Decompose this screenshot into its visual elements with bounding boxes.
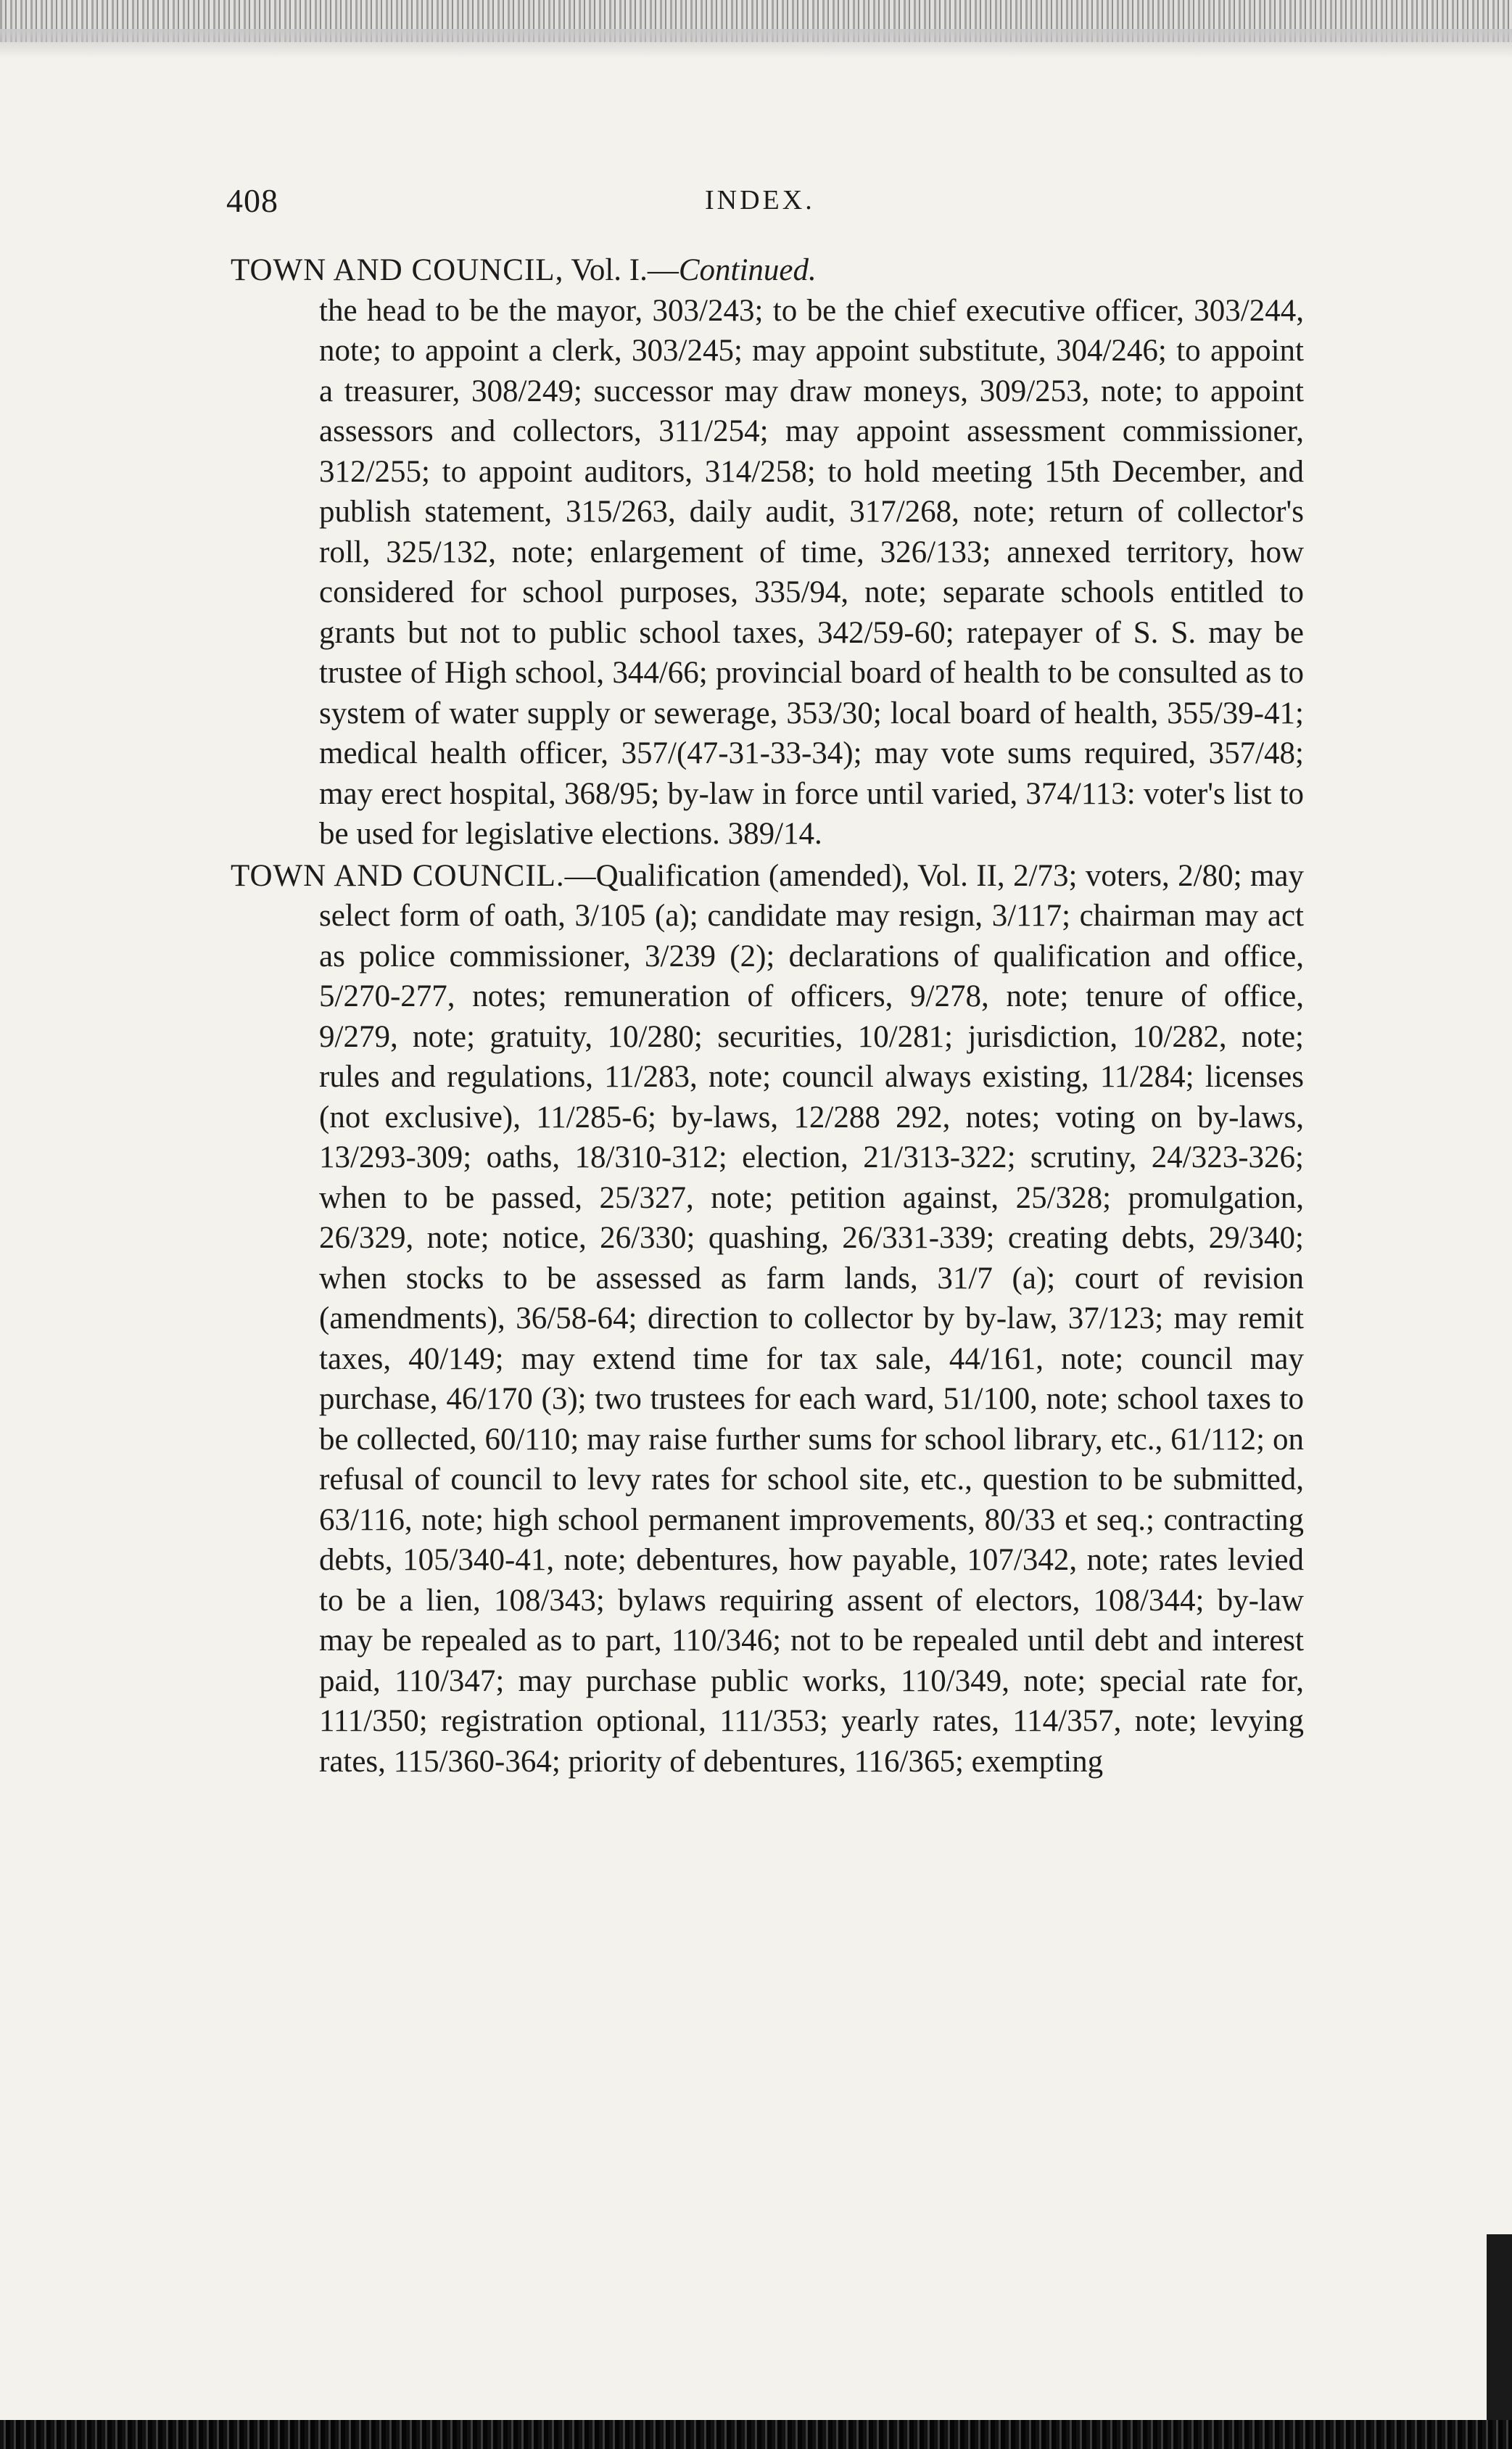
page-number: 408	[226, 182, 278, 219]
index-entry	[231, 856, 1304, 1782]
scan-right-edge	[1487, 2234, 1512, 2423]
entry-text	[231, 856, 1304, 1782]
index-entries	[231, 250, 1304, 1782]
scan-bottom-edge	[0, 2420, 1512, 2449]
running-head: INDEX.	[705, 185, 815, 215]
index-entry	[231, 250, 1304, 855]
page-header	[226, 181, 1314, 225]
entry-body: the head to be the mayor, 303/243; to be the chief executive officer, 303/244, note; to appoint a clerk, 303/245; may appoint substitute, 304/246; to appoint a treasurer, 308/249; successor may draw moneys, 309/253, note; to appoint assessors and collectors, 311/254; may appoint assessment commissioner, 312/255; to appoint auditors, 314/258; to hold meeting 15th December, and publish statement, 315/263, daily audit, 317/268, note; return of collector's roll, 325/132, note; enlargement of time, 326/133; annexed territory, how considered for school purposes, 335/94, note; separate schools entitled to grants but not to public school taxes, 342/59-60; ratepayer of S. S. may be trustee of High school, 344/66; provincial board of health to be consulted as to system of water supply or sewerage, 353/30; local board of health, 355/39-41; medical health officer, 357/(47-31-33-34); may vote sums required, 357/48; may erect hospital, 368/95; by-law in force until varied, 374/113: voter's list to be used for legislative elections. 389/14.	[319, 293, 1304, 851]
entry-continued: Continued.	[678, 253, 817, 287]
entry-heading: TOWN AND COUNCIL.	[231, 858, 565, 893]
entry-text: TOWN AND COUNCIL, Vol. I.—Continued. the head to be the mayor, 303/243; to be the chief executive officer, 303/244, note; to appoint a clerk, 303/245; may appoint substitute, 304/246; to appoint a treasurer, 308/249; successor may draw moneys, 309/253, note; to appoint assessors and collectors, 311/254; may appoint assessment commissioner, 312/255; to appoint auditors, 314/258; to hold meeting 15th December, and publish statement, 315/263, daily audit, 317/268, note; return of collector's roll, 325/132, note; enlargement of time, 326/133; annexed territory, how considered for school purposes, 335/94, note; separate schools entitled to grants but not to public school taxes, 342/59-60; ratepayer of S. S. may be trustee of High school, 344/66; provincial board of health to be consulted as to system of water supply or sewerage, 353/30; local board of health, 355/39-41; medical health officer, 357/(47-31-33-34); may vote sums required, 357/48; may erect hospital, 368/95; by-law in force until varied, 374/113: voter's list to be used for legislative elections. 389/14.	[231, 253, 1304, 851]
entry-heading: TOWN AND COUNCIL,	[231, 253, 564, 287]
entry-body: —Qualification (amended), Vol. II, 2/73; voters, 2/80; may select form of oath, 3/105 (a); candidate may resign, 3/117; chairman may act as police commissioner, 3/239 (2); declarations of qualification and office, 5/270-277, notes; remuneration of officers, 9/278, note; tenure of office, 9/279, note; gratuity, 10/280; securities, 10/281; jurisdiction, 10/282, note; rules and regulations, 11/283, note; council always existing, 11/284; licenses (not exclusive), 11/285-6; by-laws, 12/288 292, notes; voting on by-laws, 13/293-309; oaths, 18/310-312; election, 21/313-322; scrutiny, 24/323-326; when to be passed, 25/327, note; petition against, 25/328; promulgation, 26/329, note; notice, 26/330; quashing, 26/331-339; creating debts, 29/340; when stocks to be assessed as farm lands, 31/7 (a); court of revision (amendments), 36/58-64; direction to collector by by-law, 37/123; may remit taxes, 40/149; may extend time for tax sale, 44/161, note; council may purchase, 46/170 (3); two trustees for each ward, 51/100, note; school taxes to be collected, 60/110; may raise further sums for school library, etc., 61/112; on refusal of council to levy rates for school site, etc., question to be submitted, 63/116, note; high school permanent improvements, 80/33 et seq.; contracting debts, 105/340-41, note; debentures, how payable, 107/342, note; rates levied to be a lien, 108/343; bylaws requiring assent of electors, 108/344; by-law may be repealed as to part, 110/346; not to be repealed until debt and interest paid, 110/347; may purchase public works, 110/349, note; special rate for, 111/350; registration optional, 111/353; yearly rates, 114/357, note; levying rates, 115/360-364; priority of debentures, 116/365; exempting	[319, 858, 1304, 1779]
entry-volume: Vol. I.	[571, 253, 648, 287]
scan-top-shadow	[0, 29, 1512, 58]
